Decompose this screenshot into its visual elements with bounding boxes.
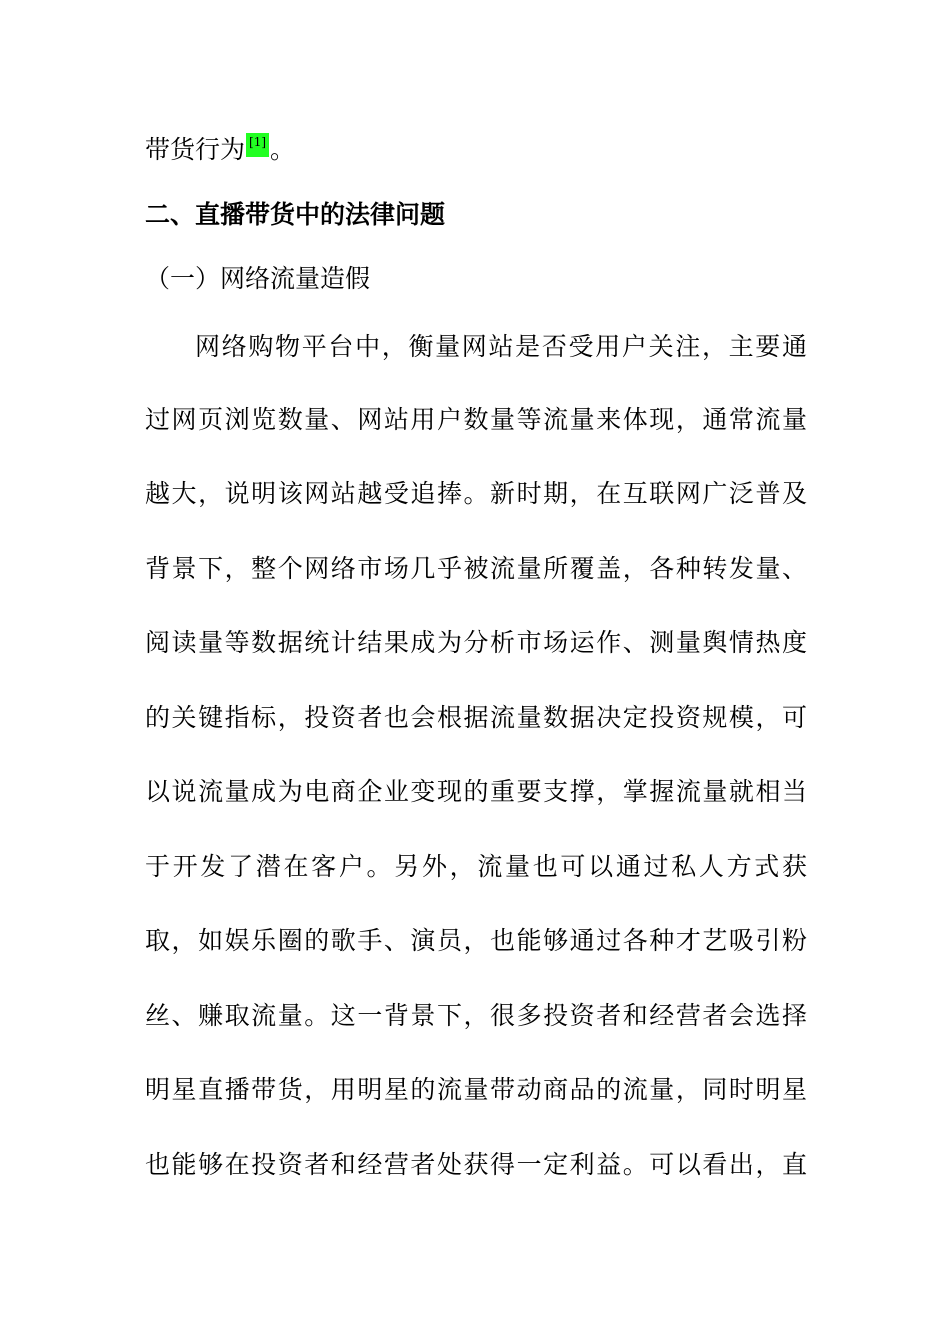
paragraph-line: 的关键指标，投资者也会根据流量数据决定投资规模，可 xyxy=(145,703,807,732)
paragraph-line: 也能够在投资者和经营者处获得一定利益。可以看出，直 xyxy=(145,1150,807,1179)
paragraph-line: 过网页浏览数量、网站用户数量等流量来体现，通常流量 xyxy=(145,405,807,434)
paragraph-line: 以说流量成为电商企业变现的重要支撑，掌握流量就相当 xyxy=(145,777,807,806)
paragraph-line: 网络购物平台中，衡量网站是否受用户关注，主要通 xyxy=(195,332,807,361)
paragraph-line: 取，如娱乐圈的歌手、演员，也能够通过各种才艺吸引粉 xyxy=(145,926,807,955)
paragraph-line: 明星直播带货，用明星的流量带动商品的流量，同时明星 xyxy=(145,1075,807,1104)
continuation-end: 。 xyxy=(270,135,296,164)
subsection-heading: （一）网络流量造假 xyxy=(145,264,371,293)
paragraph-line: 阅读量等数据统计结果成为分析市场运作、测量舆情热度 xyxy=(145,628,807,657)
section-heading: 二、直播带货中的法律问题 xyxy=(145,200,446,229)
continuation-line xyxy=(145,133,807,167)
paragraph-line: 越大，说明该网站越受追捧。新时期，在互联网广泛普及 xyxy=(145,479,807,508)
paragraph-line: 丝、赚取流量。这一背景下，很多投资者和经营者会选择 xyxy=(145,1001,807,1030)
continuation-text: 带货行为 xyxy=(145,135,246,164)
paragraph-line: 于开发了潜在客户。另外，流量也可以通过私人方式获 xyxy=(145,852,807,881)
paragraph-line: 背景下，整个网络市场几乎被流量所覆盖，各种转发量、 xyxy=(145,554,807,583)
citation-marker[interactable]: [1] xyxy=(246,133,269,157)
